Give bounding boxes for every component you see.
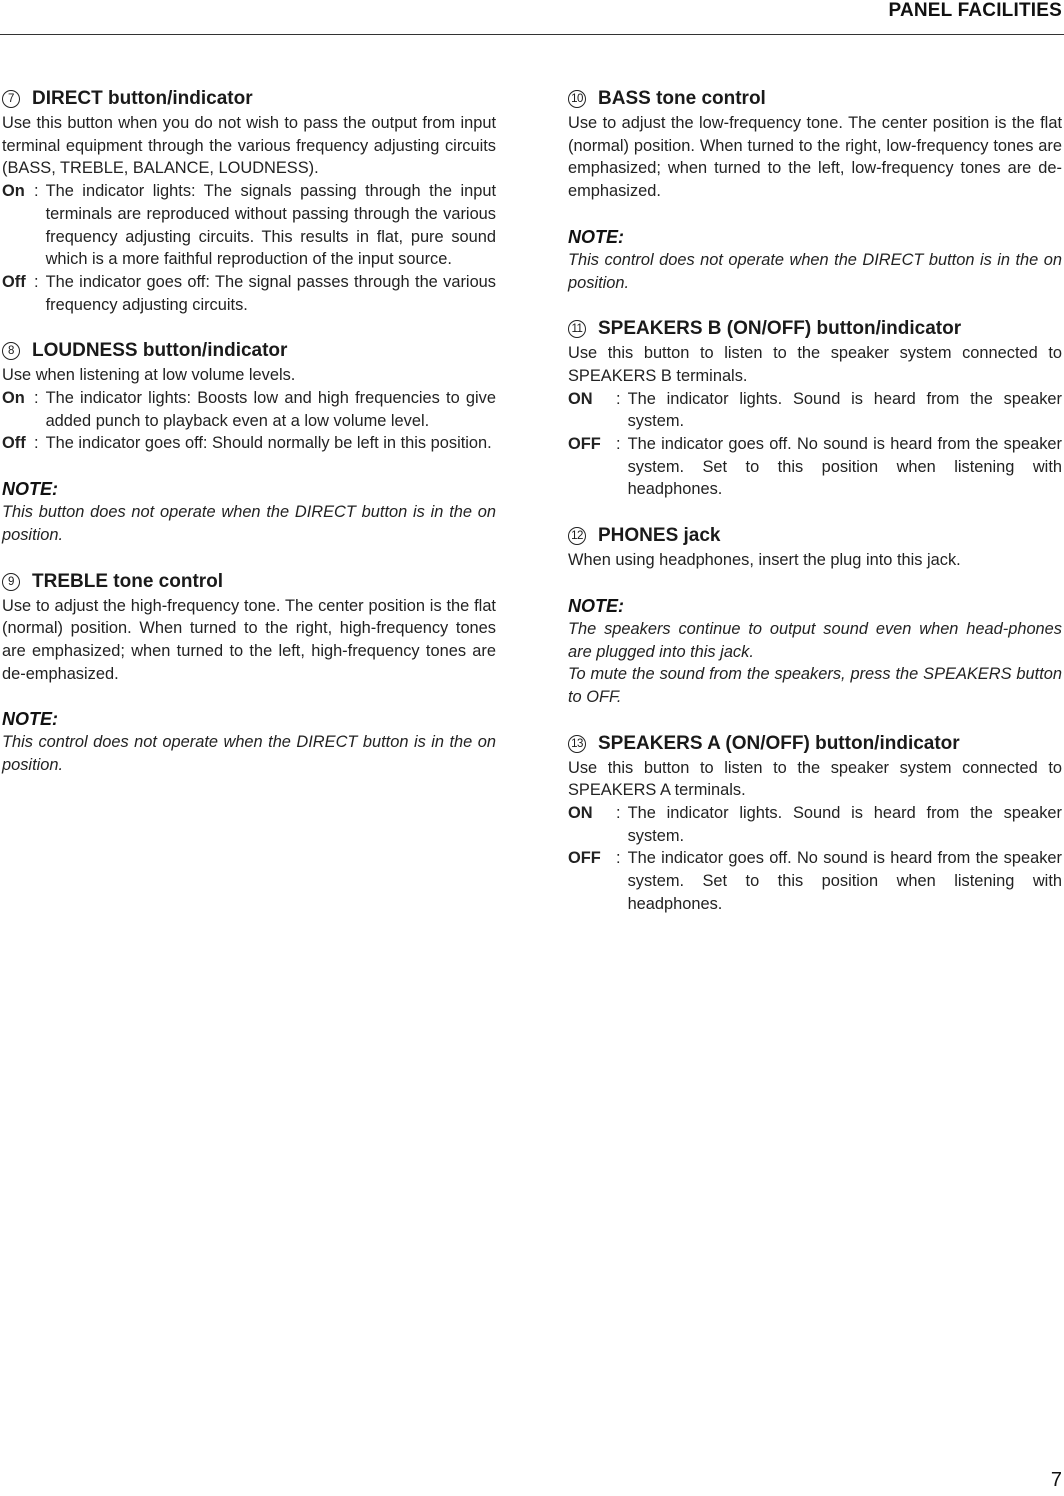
- note-text: This button does not operate when the DIRECT button is in the on position.: [2, 503, 496, 544]
- section-body: Use this button to listen to the speaker system connected to SPEAKERS B terminals.: [568, 344, 1062, 385]
- section-heading: [568, 523, 1062, 549]
- section-number-badge: 9: [2, 573, 20, 591]
- section-body: Use when listening at low volume levels.: [2, 366, 296, 385]
- definition-colon: :: [616, 435, 621, 454]
- definition-term: ON: [568, 389, 593, 408]
- section-title: SPEAKERS A (ON/OFF) button/indicator: [598, 732, 960, 754]
- note-block: [568, 225, 1062, 294]
- section-heading: [2, 338, 496, 364]
- section-phones-jack: [568, 523, 1062, 709]
- left-column: [2, 86, 496, 799]
- note-title: NOTE:: [2, 479, 58, 500]
- definition-desc: The indicator goes off. No sound is heard from the speaker system. Set to this position when listening with headphones.: [627, 849, 1062, 913]
- section-heading: [2, 86, 496, 112]
- section-heading: [568, 731, 1062, 757]
- page-number: 7: [1050, 1469, 1062, 1491]
- section-number-badge: 8: [2, 342, 20, 360]
- section-heading: [2, 569, 496, 595]
- definition-item: [2, 432, 496, 455]
- section-speakers-a: [568, 731, 1062, 916]
- section-loudness: [2, 338, 496, 546]
- definition-item: [568, 388, 1062, 433]
- definition-term: Off: [2, 272, 26, 291]
- definition-desc: The indicator goes off. No sound is heard from the speaker system. Set to this position when listening with headphones.: [627, 435, 1062, 499]
- definition-desc: The indicator lights: Boosts low and high frequencies to give added punch to playback even at a low volume level.: [45, 389, 496, 430]
- section-treble: [2, 569, 496, 777]
- definition-term: On: [2, 182, 25, 201]
- definition-desc: The indicator lights: The signals passing through the input terminals are reproduced without passing through the various frequency adjusting circuits. This results in flat, pure sound which is a more faithful reproduction of the input source.: [45, 182, 496, 269]
- note-block: [568, 594, 1062, 709]
- note-text: To mute the sound from the speakers, press the SPEAKERS button to OFF.: [568, 665, 1062, 706]
- note-title: NOTE:: [568, 226, 624, 247]
- note-block: [2, 707, 496, 776]
- definition-colon: :: [616, 804, 621, 823]
- definition-colon: :: [34, 389, 39, 408]
- definition-item: [568, 802, 1062, 847]
- definition-term: Off: [2, 434, 26, 453]
- note-text: The speakers continue to output sound even when head-phones are plugged into this jack.: [568, 619, 1062, 661]
- section-number-badge: 10: [568, 90, 586, 108]
- definition-term: OFF: [568, 435, 601, 454]
- note-title: NOTE:: [2, 709, 58, 730]
- definition-colon: :: [34, 182, 39, 201]
- definition-item: [2, 271, 496, 316]
- definition-item: [2, 180, 496, 271]
- definition-item: [568, 847, 1062, 915]
- section-number-badge: 7: [2, 90, 20, 108]
- definition-term: ON: [568, 804, 593, 823]
- definition-desc: The indicator lights. Sound is heard from the speaker system.: [627, 804, 1062, 845]
- definition-item: [568, 433, 1062, 501]
- section-number-badge: 12: [568, 527, 586, 545]
- section-heading: [568, 86, 1062, 112]
- section-body: When using headphones, insert the plug into this jack.: [568, 551, 961, 570]
- section-body: Use to adjust the high-frequency tone. The center position is the flat (normal) position. When turned to the right, high-frequency tones are emphasized; when turned to the left, high-frequency tones are de-emphasized.: [2, 596, 496, 683]
- note-text: This control does not operate when the DIRECT button is in the on position.: [568, 250, 1062, 292]
- section-bass: [568, 86, 1062, 294]
- definition-colon: :: [616, 389, 621, 408]
- section-body: Use to adjust the low-frequency tone. The center position is the flat (normal) position. When turned to the right, low-frequency tones are emphasized; when turned to the left, low-frequency tones are de-emphasized.: [568, 114, 1062, 201]
- definition-item: [2, 387, 496, 432]
- definition-term: OFF: [568, 849, 601, 868]
- section-title: SPEAKERS B (ON/OFF) button/indicator: [598, 318, 962, 340]
- note-block: [2, 477, 496, 546]
- section-title: LOUDNESS button/indicator: [32, 340, 288, 362]
- section-body: Use this button when you do not wish to pass the output from input terminal equipment through the various frequency adjusting circuits (BASS, TREBLE, BALANCE, LOUDNESS).: [2, 114, 496, 178]
- right-column: [568, 86, 1062, 938]
- note-title: NOTE:: [568, 595, 624, 616]
- definition-colon: :: [34, 434, 39, 453]
- note-text: This control does not operate when the DIRECT button is in the on position.: [2, 733, 496, 775]
- definition-colon: :: [616, 849, 621, 868]
- section-number-badge: 11: [568, 320, 586, 338]
- page-header-title: PANEL FACILITIES: [888, 0, 1062, 21]
- section-direct: [2, 86, 496, 316]
- definition-desc: The indicator goes off: The signal passes through the various frequency adjusting circuits.: [45, 272, 496, 314]
- section-title: BASS tone control: [598, 88, 766, 109]
- definition-colon: :: [34, 272, 39, 291]
- section-number-badge: 13: [568, 735, 586, 753]
- section-heading: [568, 316, 1062, 342]
- definition-desc: The indicator goes off: Should normally be left in this position.: [45, 434, 492, 453]
- definition-desc: The indicator lights. Sound is heard from the speaker system.: [627, 389, 1062, 431]
- definition-term: On: [2, 389, 25, 408]
- section-title: TREBLE tone control: [32, 570, 224, 592]
- section-title: DIRECT button/indicator: [32, 88, 253, 109]
- section-title: PHONES jack: [598, 525, 721, 547]
- section-speakers-b: [568, 316, 1062, 501]
- section-body: Use this button to listen to the speaker system connected to SPEAKERS A terminals.: [568, 758, 1062, 800]
- header-divider: [0, 34, 1064, 35]
